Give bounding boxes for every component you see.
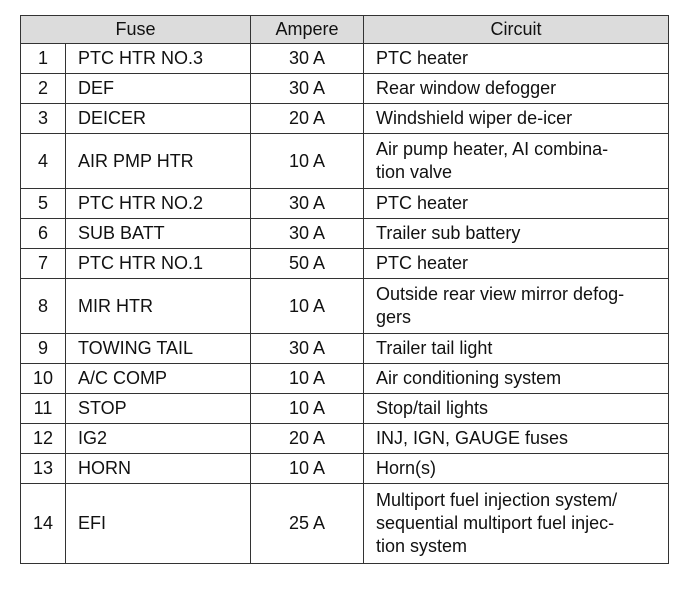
circuit-line: Trailer sub battery bbox=[376, 223, 521, 243]
table-row bbox=[21, 44, 669, 74]
circuit-line: Stop/tail lights bbox=[376, 398, 489, 418]
fuse-name: HORN bbox=[66, 454, 251, 484]
fuse-circuit bbox=[364, 454, 669, 484]
table-row bbox=[21, 364, 669, 394]
header-ampere: Ampere bbox=[251, 16, 364, 44]
circuit-line: PTC heater bbox=[376, 193, 469, 213]
table-row bbox=[21, 424, 669, 454]
fuse-name: PTC HTR NO.3 bbox=[66, 44, 251, 74]
fuse-ampere: 30 A bbox=[251, 189, 364, 219]
fuse-ampere: 10 A bbox=[251, 364, 364, 394]
fuse-number: 10 bbox=[21, 364, 66, 394]
fuse-number: 3 bbox=[21, 104, 66, 134]
fuse-name: TOWING TAIL bbox=[66, 334, 251, 364]
header-fuse: Fuse bbox=[21, 16, 251, 44]
fuse-name: PTC HTR NO.1 bbox=[66, 249, 251, 279]
circuit-line: Multiport fuel injection system/ bbox=[376, 490, 618, 510]
fuse-number: 5 bbox=[21, 189, 66, 219]
fuse-name: DEF bbox=[66, 74, 251, 104]
table-row bbox=[21, 219, 669, 249]
fuse-name: SUB BATT bbox=[66, 219, 251, 249]
fuse-number: 12 bbox=[21, 424, 66, 454]
fuse-ampere: 25 A bbox=[251, 484, 364, 564]
fuse-name: STOP bbox=[66, 394, 251, 424]
circuit-line: Rear window defogger bbox=[376, 78, 557, 98]
table-row bbox=[21, 249, 669, 279]
circuit-line: PTC heater bbox=[376, 253, 469, 273]
circuit-line: PTC heater bbox=[376, 48, 469, 68]
fuse-table bbox=[20, 15, 669, 564]
table-body bbox=[21, 44, 669, 564]
circuit-line: INJ, IGN, GAUGE fuses bbox=[376, 428, 569, 448]
table-row bbox=[21, 134, 669, 189]
fuse-ampere: 30 A bbox=[251, 219, 364, 249]
fuse-number: 1 bbox=[21, 44, 66, 74]
fuse-circuit bbox=[364, 334, 669, 364]
fuse-name: PTC HTR NO.2 bbox=[66, 189, 251, 219]
fuse-number: 14 bbox=[21, 484, 66, 564]
circuit-line: sequential multiport fuel injec- bbox=[376, 513, 615, 533]
fuse-number: 7 bbox=[21, 249, 66, 279]
circuit-line: gers bbox=[376, 307, 412, 327]
circuit-line: tion system bbox=[376, 536, 468, 556]
table-row bbox=[21, 484, 669, 564]
fuse-circuit bbox=[364, 364, 669, 394]
fuse-ampere: 10 A bbox=[251, 394, 364, 424]
fuse-circuit bbox=[364, 249, 669, 279]
fuse-circuit bbox=[364, 74, 669, 104]
fuse-circuit bbox=[364, 219, 669, 249]
fuse-ampere: 20 A bbox=[251, 424, 364, 454]
fuse-name: EFI bbox=[66, 484, 251, 564]
fuse-circuit bbox=[364, 279, 669, 334]
fuse-circuit bbox=[364, 44, 669, 74]
fuse-number: 6 bbox=[21, 219, 66, 249]
circuit-line: tion valve bbox=[376, 162, 453, 182]
fuse-circuit bbox=[364, 104, 669, 134]
table-row bbox=[21, 74, 669, 104]
table-row bbox=[21, 334, 669, 364]
fuse-ampere: 30 A bbox=[251, 74, 364, 104]
table-row bbox=[21, 279, 669, 334]
fuse-ampere: 30 A bbox=[251, 44, 364, 74]
circuit-line: Outside rear view mirror defog- bbox=[376, 284, 625, 304]
fuse-ampere: 10 A bbox=[251, 134, 364, 189]
fuse-circuit bbox=[364, 424, 669, 454]
fuse-name: IG2 bbox=[66, 424, 251, 454]
fuse-number: 4 bbox=[21, 134, 66, 189]
fuse-number: 13 bbox=[21, 454, 66, 484]
fuse-circuit bbox=[364, 189, 669, 219]
table-row bbox=[21, 189, 669, 219]
fuse-number: 9 bbox=[21, 334, 66, 364]
circuit-line: Trailer tail light bbox=[376, 338, 493, 358]
fuse-ampere: 10 A bbox=[251, 279, 364, 334]
table-row bbox=[21, 454, 669, 484]
header-circuit: Circuit bbox=[364, 16, 669, 44]
fuse-circuit bbox=[364, 394, 669, 424]
fuse-name: AIR PMP HTR bbox=[66, 134, 251, 189]
fuse-name: MIR HTR bbox=[66, 279, 251, 334]
fuse-number: 8 bbox=[21, 279, 66, 334]
fuse-circuit bbox=[364, 134, 669, 189]
fuse-ampere: 50 A bbox=[251, 249, 364, 279]
fuse-name: A/C COMP bbox=[66, 364, 251, 394]
table-row bbox=[21, 394, 669, 424]
fuse-number: 2 bbox=[21, 74, 66, 104]
fuse-number: 11 bbox=[21, 394, 66, 424]
table-row bbox=[21, 104, 669, 134]
header-row bbox=[21, 16, 669, 44]
fuse-ampere: 10 A bbox=[251, 454, 364, 484]
table-header bbox=[21, 16, 669, 44]
circuit-line: Air pump heater, AI combina- bbox=[376, 139, 609, 159]
circuit-line: Air conditioning system bbox=[376, 368, 562, 388]
fuse-ampere: 30 A bbox=[251, 334, 364, 364]
fuse-circuit bbox=[364, 484, 669, 564]
fuse-ampere: 20 A bbox=[251, 104, 364, 134]
circuit-line: Horn(s) bbox=[376, 458, 437, 478]
circuit-line: Windshield wiper de-icer bbox=[376, 108, 573, 128]
fuse-name: DEICER bbox=[66, 104, 251, 134]
